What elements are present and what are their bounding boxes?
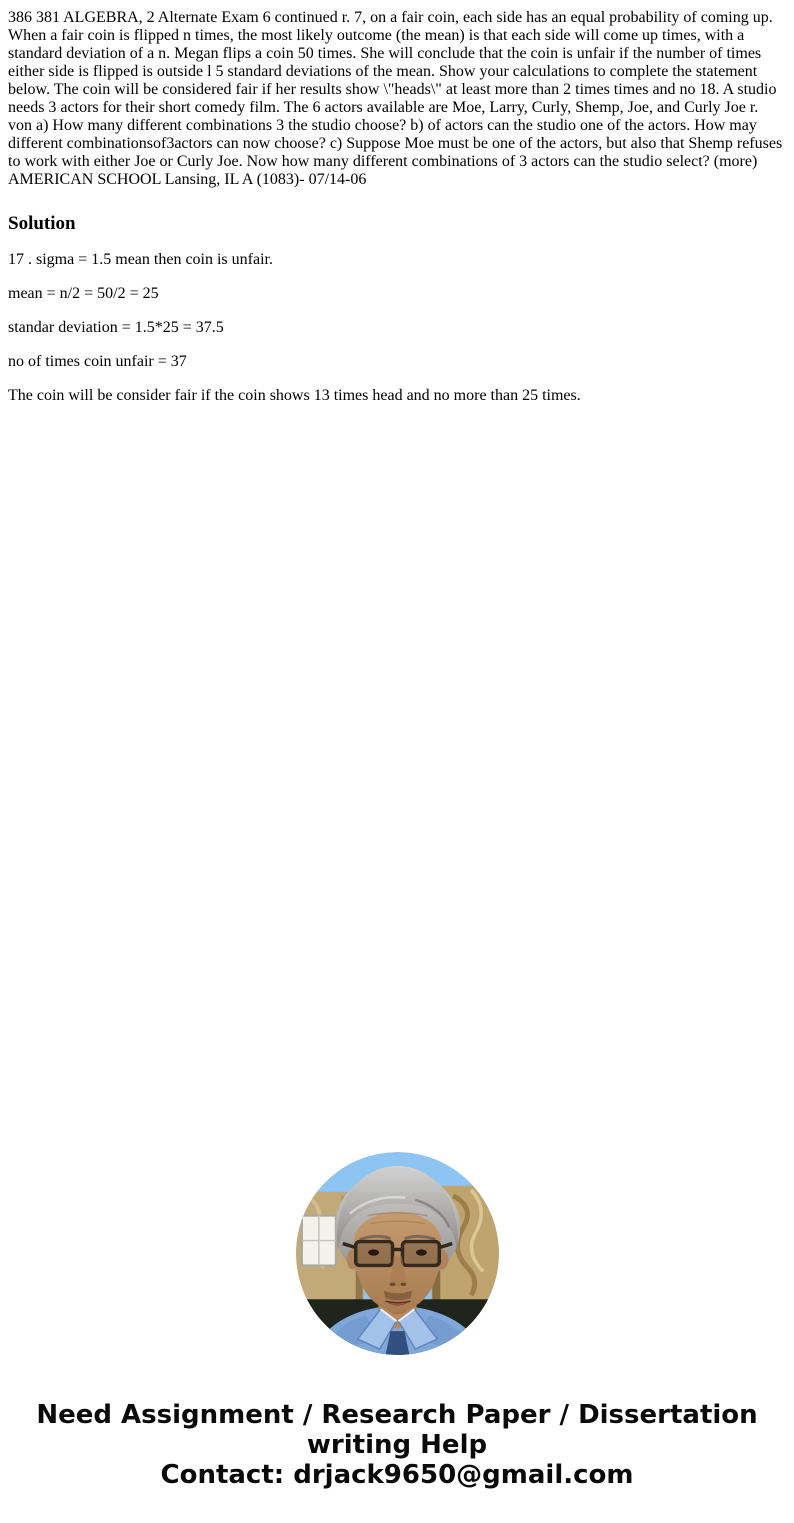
footer-contact-email: Contact: drjack9650@gmail.com: [160, 1460, 634, 1490]
question-text: 386 381 ALGEBRA, 2 Alternate Exam 6 continued r. 7, on a fair coin, each side has an equal probability of coming up. When a fair coin is flipped n times, the most likely outcome (the mean) is that each side will come up times, with a standard deviation of a n. Megan flips a coin 50 times. She will conclude that the coin is unfair if the number of times either side is flipped is outside l 5 standard deviations of the mean. Show your calculations to complete the statement below. The coin will be considered fair if her results show \"heads\" at least more than 2 times times and no 18. A studio needs 3 actors for their short comedy film. The 6 actors available are Moe, Larry, Curly, Shemp, Joe, and Curly Joe r. von a) How many different combinations 3 the studio choose? b) of actors can the studio one of the actors. How may different combinationsof3actors can now choose? c) Suppose Moe must be one of the actors, but also that Shemp refuses to work with either Joe or Curly Joe. Now how many different combinations of 3 actors can the studio select? (more) AMERICAN SCHOOL Lansing, IL A (1083)- 07/14-06: [8, 9, 783, 188]
footer-title-line1: Need Assignment / Research Paper / Dissertation: [36, 1400, 758, 1430]
tutor-avatar: [296, 1152, 499, 1355]
tutor-portrait-image: [296, 1152, 499, 1355]
solution-line: standar deviation = 1.5*25 = 37.5: [8, 319, 224, 336]
document-body: [0, 0, 794, 429]
solution-line: no of times coin unfair = 37: [8, 353, 187, 370]
solution-line: 17 . sigma = 1.5 mean then coin is unfair.: [8, 251, 273, 268]
solution-line: mean = n/2 = 50/2 = 25: [8, 285, 159, 302]
footer-banner: [0, 1400, 794, 1490]
footer-title-line2: writing Help: [306, 1430, 488, 1460]
solution-heading: Solution: [8, 213, 76, 234]
solution-line: The coin will be consider fair if the coin shows 13 times head and no more than 25 times.: [8, 387, 581, 404]
